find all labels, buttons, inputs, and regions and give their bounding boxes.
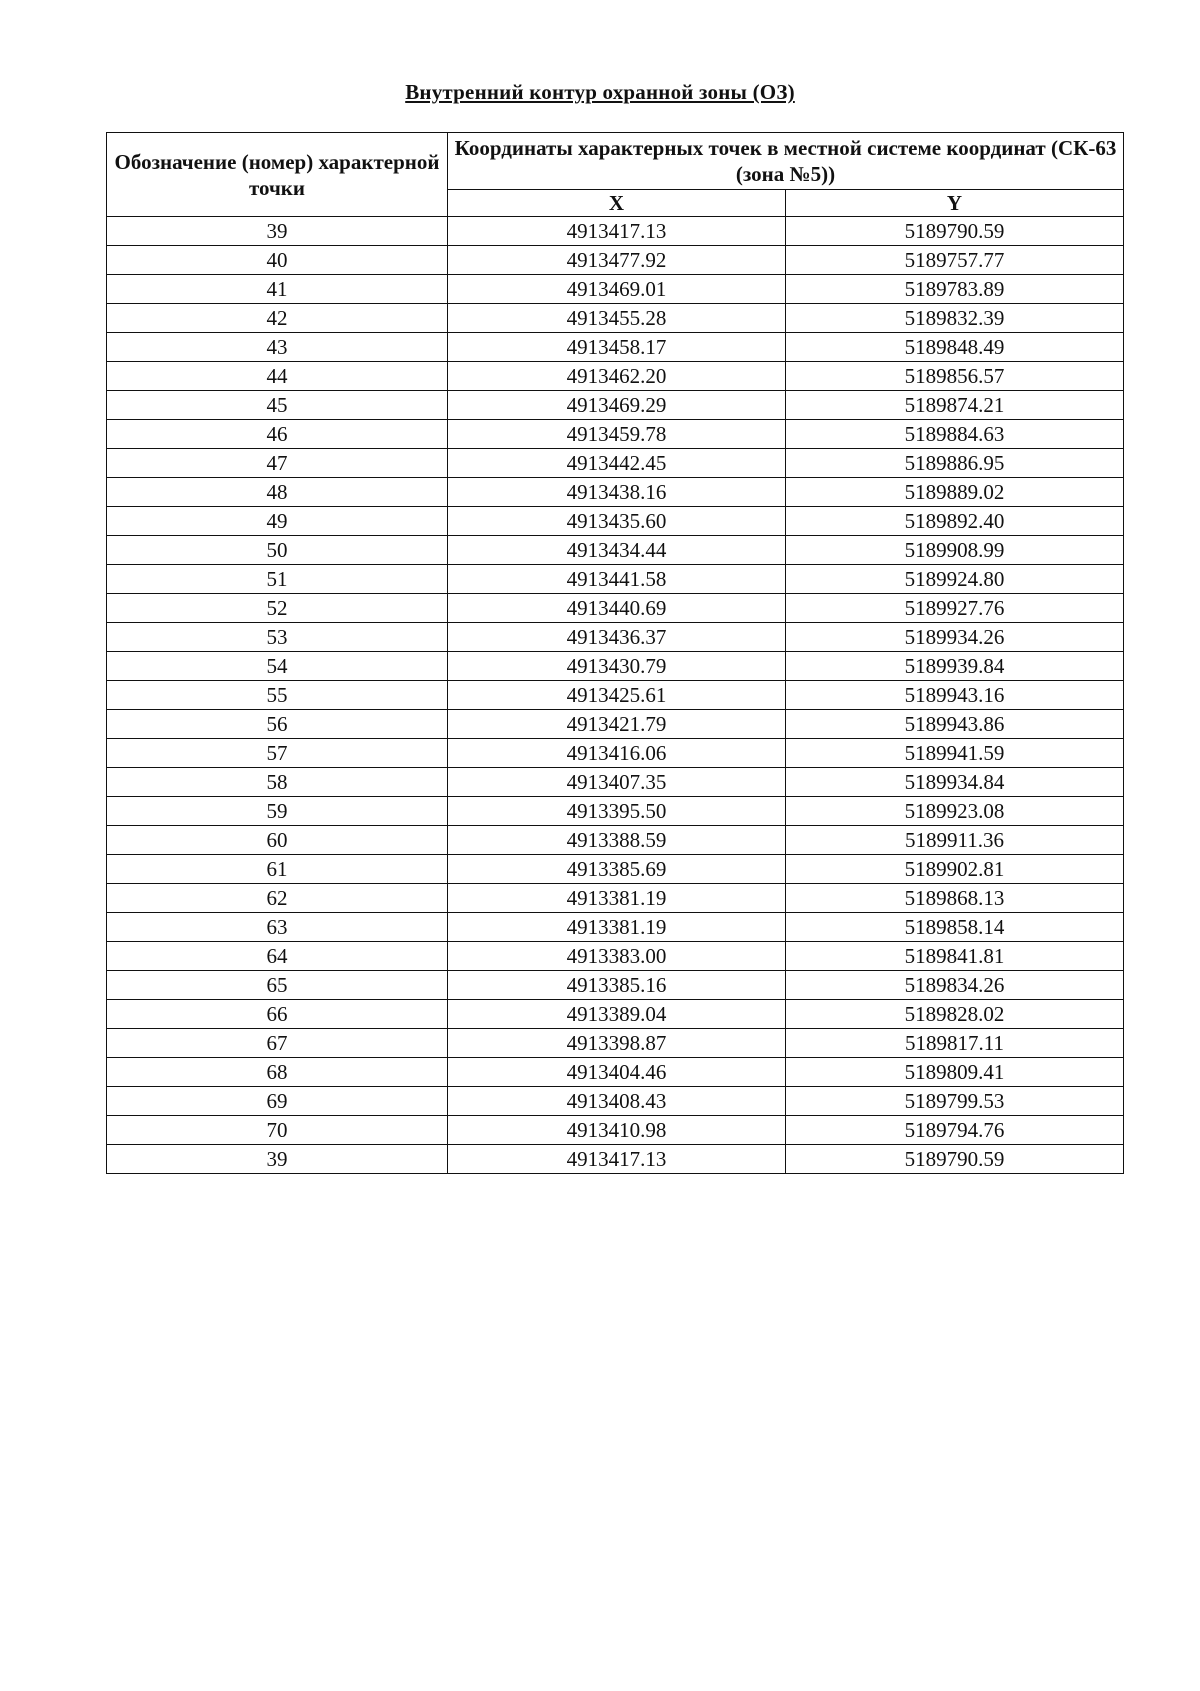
y-coordinate-cell: 5189790.59 [786,1145,1124,1174]
table-row [107,1058,1124,1087]
table-row [107,710,1124,739]
x-coordinate-cell: 4913436.37 [448,623,786,652]
point-number-cell: 58 [107,768,448,797]
point-number-cell: 39 [107,217,448,246]
point-number-cell: 42 [107,304,448,333]
point-number-cell: 59 [107,797,448,826]
y-coordinate-cell: 5189856.57 [786,362,1124,391]
table-row [107,304,1124,333]
table-row [107,884,1124,913]
x-coordinate-cell: 4913421.79 [448,710,786,739]
table-row [107,1116,1124,1145]
point-number-cell: 70 [107,1116,448,1145]
table-row [107,826,1124,855]
x-coordinate-cell: 4913404.46 [448,1058,786,1087]
table-row [107,420,1124,449]
table-row [107,217,1124,246]
point-number-cell: 46 [107,420,448,449]
y-coordinate-cell: 5189941.59 [786,739,1124,768]
y-coordinate-cell: 5189794.76 [786,1116,1124,1145]
y-coordinate-cell: 5189886.95 [786,449,1124,478]
header-coordinates: Координаты характерных точек в местной системе координат (СК-63 (зона №5)) [448,133,1124,190]
table-row [107,913,1124,942]
x-coordinate-cell: 4913469.01 [448,275,786,304]
x-coordinate-cell: 4913417.13 [448,1145,786,1174]
y-coordinate-cell: 5189858.14 [786,913,1124,942]
y-coordinate-cell: 5189790.59 [786,217,1124,246]
x-coordinate-cell: 4913477.92 [448,246,786,275]
x-coordinate-cell: 4913442.45 [448,449,786,478]
table-row [107,942,1124,971]
y-coordinate-cell: 5189924.80 [786,565,1124,594]
x-coordinate-cell: 4913435.60 [448,507,786,536]
x-coordinate-cell: 4913462.20 [448,362,786,391]
x-coordinate-cell: 4913438.16 [448,478,786,507]
y-coordinate-cell: 5189943.86 [786,710,1124,739]
point-number-cell: 56 [107,710,448,739]
point-number-cell: 48 [107,478,448,507]
y-coordinate-cell: 5189902.81 [786,855,1124,884]
table-row [107,333,1124,362]
y-coordinate-cell: 5189841.81 [786,942,1124,971]
y-coordinate-cell: 5189832.39 [786,304,1124,333]
point-number-cell: 66 [107,1000,448,1029]
table-row [107,362,1124,391]
table-row [107,449,1124,478]
y-coordinate-cell: 5189934.26 [786,623,1124,652]
x-coordinate-cell: 4913407.35 [448,768,786,797]
point-number-cell: 39 [107,1145,448,1174]
point-number-cell: 41 [107,275,448,304]
point-number-cell: 50 [107,536,448,565]
y-coordinate-cell: 5189884.63 [786,420,1124,449]
x-coordinate-cell: 4913381.19 [448,913,786,942]
y-coordinate-cell: 5189892.40 [786,507,1124,536]
table-row [107,855,1124,884]
point-number-cell: 53 [107,623,448,652]
table-row [107,797,1124,826]
point-number-cell: 45 [107,391,448,420]
y-coordinate-cell: 5189908.99 [786,536,1124,565]
header-y: Y [786,190,1124,217]
x-coordinate-cell: 4913434.44 [448,536,786,565]
y-coordinate-cell: 5189923.08 [786,797,1124,826]
page-title: Внутренний контур охранной зоны (ОЗ) [405,80,795,104]
point-number-cell: 51 [107,565,448,594]
point-number-cell: 52 [107,594,448,623]
point-number-cell: 55 [107,681,448,710]
x-coordinate-cell: 4913398.87 [448,1029,786,1058]
table-row [107,507,1124,536]
table-row [107,478,1124,507]
y-coordinate-cell: 5189927.76 [786,594,1124,623]
table-row [107,971,1124,1000]
y-coordinate-cell: 5189799.53 [786,1087,1124,1116]
y-coordinate-cell: 5189828.02 [786,1000,1124,1029]
x-coordinate-cell: 4913430.79 [448,652,786,681]
point-number-cell: 49 [107,507,448,536]
table-body [107,217,1124,1174]
y-coordinate-cell: 5189757.77 [786,246,1124,275]
x-coordinate-cell: 4913389.04 [448,1000,786,1029]
x-coordinate-cell: 4913408.43 [448,1087,786,1116]
table-row [107,275,1124,304]
table-row [107,594,1124,623]
x-coordinate-cell: 4913381.19 [448,884,786,913]
point-number-cell: 63 [107,913,448,942]
y-coordinate-cell: 5189874.21 [786,391,1124,420]
y-coordinate-cell: 5189868.13 [786,884,1124,913]
y-coordinate-cell: 5189911.36 [786,826,1124,855]
y-coordinate-cell: 5189939.84 [786,652,1124,681]
y-coordinate-cell: 5189848.49 [786,333,1124,362]
y-coordinate-cell: 5189809.41 [786,1058,1124,1087]
header-point-number: Обозначение (номер) характерной точки [107,133,448,217]
point-number-cell: 64 [107,942,448,971]
table-row [107,1029,1124,1058]
point-number-cell: 61 [107,855,448,884]
x-coordinate-cell: 4913385.16 [448,971,786,1000]
y-coordinate-cell: 5189943.16 [786,681,1124,710]
x-coordinate-cell: 4913416.06 [448,739,786,768]
y-coordinate-cell: 5189783.89 [786,275,1124,304]
x-coordinate-cell: 4913385.69 [448,855,786,884]
table-row [107,1145,1124,1174]
point-number-cell: 69 [107,1087,448,1116]
x-coordinate-cell: 4913441.58 [448,565,786,594]
point-number-cell: 43 [107,333,448,362]
x-coordinate-cell: 4913383.00 [448,942,786,971]
y-coordinate-cell: 5189817.11 [786,1029,1124,1058]
table-row [107,536,1124,565]
coordinates-table [106,132,1124,1174]
x-coordinate-cell: 4913395.50 [448,797,786,826]
point-number-cell: 60 [107,826,448,855]
point-number-cell: 57 [107,739,448,768]
x-coordinate-cell: 4913455.28 [448,304,786,333]
table-row [107,681,1124,710]
table-row [107,739,1124,768]
point-number-cell: 47 [107,449,448,478]
point-number-cell: 62 [107,884,448,913]
table-row [107,768,1124,797]
table-row [107,565,1124,594]
table-row [107,246,1124,275]
y-coordinate-cell: 5189834.26 [786,971,1124,1000]
x-coordinate-cell: 4913425.61 [448,681,786,710]
point-number-cell: 68 [107,1058,448,1087]
table-row [107,652,1124,681]
x-coordinate-cell: 4913459.78 [448,420,786,449]
x-coordinate-cell: 4913458.17 [448,333,786,362]
point-number-cell: 44 [107,362,448,391]
y-coordinate-cell: 5189889.02 [786,478,1124,507]
x-coordinate-cell: 4913440.69 [448,594,786,623]
y-coordinate-cell: 5189934.84 [786,768,1124,797]
point-number-cell: 40 [107,246,448,275]
point-number-cell: 67 [107,1029,448,1058]
x-coordinate-cell: 4913410.98 [448,1116,786,1145]
table-row [107,1000,1124,1029]
header-x: X [448,190,786,217]
table-row [107,1087,1124,1116]
point-number-cell: 54 [107,652,448,681]
x-coordinate-cell: 4913469.29 [448,391,786,420]
x-coordinate-cell: 4913388.59 [448,826,786,855]
table-row [107,623,1124,652]
x-coordinate-cell: 4913417.13 [448,217,786,246]
point-number-cell: 65 [107,971,448,1000]
table-row [107,391,1124,420]
